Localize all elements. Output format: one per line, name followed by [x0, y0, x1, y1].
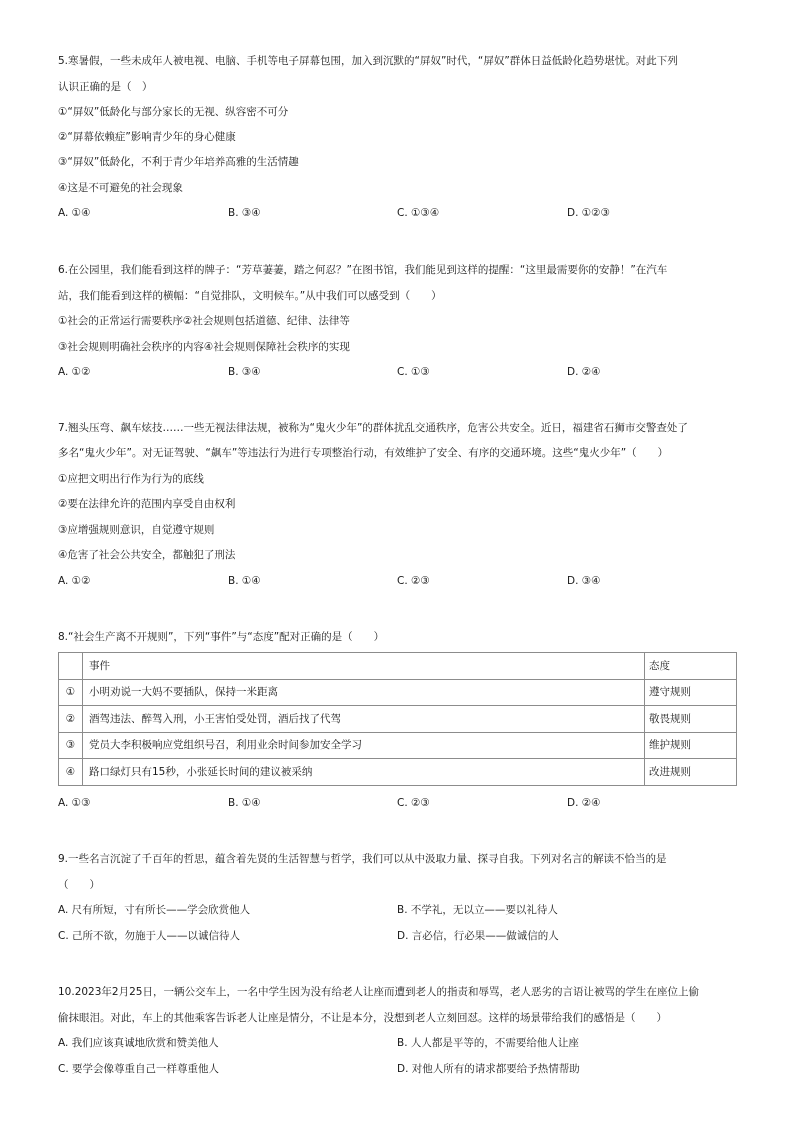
event-attitude-table	[58, 652, 737, 786]
table-cell-attitude: 维护规则	[645, 732, 737, 759]
question-stem: 10.2023年2月25日，一辆公交车上，一名中学生因为没有给老人让座而遭到老人的指责和辱骂，老人恶劣的言语让被骂的学生在座位上偷	[58, 986, 699, 998]
table-row	[59, 759, 737, 786]
question-stem: 站，我们能看到这样的横幅：“自觉排队，文明候车。”从中我们可以感受到（ ）	[58, 290, 442, 302]
table-cell-attitude: 改进规则	[645, 759, 737, 786]
question-stem: 5.寒暑假，一些未成年人被电视、电脑、手机等电子屏幕包围，加入到沉默的“屏奴”时代，“屏奴”群体日益低龄化趋势堪忧。对此下列	[58, 55, 678, 67]
option-d[interactable]: D. ②④	[567, 366, 601, 378]
option-a[interactable]: A. ①③	[58, 797, 91, 809]
option-d[interactable]: D. ②④	[567, 797, 601, 809]
option-a[interactable]: A. ①②	[58, 575, 91, 587]
option-c[interactable]: C. ②③	[397, 797, 430, 809]
table-header-cell	[59, 653, 83, 680]
option-b[interactable]: B. 人人都是平等的，不需要给他人让座	[397, 1037, 579, 1049]
table-cell-event: 路口绿灯只有15秒，小张延长时间的建议被采纳	[83, 759, 645, 786]
option-b[interactable]: B. ③④	[228, 366, 261, 378]
option-d[interactable]: D. ③④	[567, 575, 601, 587]
question-stem: 7.翘头压弯、飙车炫技……一些无视法律法规，被称为“鬼火少年”的群体扰乱交通秩序，危害公共安全。近日，福建省石狮市交警查处了	[58, 422, 688, 434]
question-stem: 6.在公园里，我们能看到这样的牌子：“芳草萋萋，踏之何忍？”在图书馆，我们能见到这样的提醒：“这里最需要你的安静！”在汽车	[58, 264, 668, 276]
table-row	[59, 679, 737, 706]
option-d[interactable]: D. 言必信，行必果——做诚信的人	[397, 930, 559, 942]
table-row	[59, 732, 737, 759]
statement-item: ③“屏奴”低龄化，不利于青少年培养高雅的生活情趣	[58, 156, 299, 168]
option-c[interactable]: C. ①③	[397, 366, 430, 378]
option-c[interactable]: C. 己所不欲，勿施于人——以诚信待人	[58, 930, 241, 942]
option-a[interactable]: A. ①④	[58, 207, 91, 219]
question-stem: 偷抹眼泪。对此，车上的其他乘客告诉老人让座是情分，不让是本分，没想到老人立刻回怼。这样的场景带给我们的感悟是（ ）	[58, 1012, 667, 1024]
option-c[interactable]: C. ②③	[397, 575, 430, 587]
statement-item: ②“屏幕依赖症”影响青少年的身心健康	[58, 131, 236, 143]
statement-item: ④危害了社会公共安全，都触犯了刑法	[58, 549, 236, 561]
table-cell-attitude: 敬畏规则	[645, 706, 737, 733]
statement-item: ①应把文明出行作为行为的底线	[58, 473, 204, 485]
statement-item: ③应增强规则意识，自觉遵守规则	[58, 524, 215, 536]
statement-item: ①“屏奴”低龄化与部分家长的无视、纵容密不可分	[58, 106, 289, 118]
table-header-row	[59, 653, 737, 680]
option-d[interactable]: D. ①②③	[567, 207, 610, 219]
table-header-cell: 事件	[83, 653, 645, 680]
table-cell-attitude: 遵守规则	[645, 679, 737, 706]
question-stem: （ ）	[58, 879, 100, 891]
table-row	[59, 706, 737, 733]
table-cell-number: ②	[59, 706, 83, 733]
option-b[interactable]: B. ①④	[228, 575, 261, 587]
statement-item: ②要在法律允许的范围内享受自由权利	[58, 498, 236, 510]
question-stem: 认识正确的是（ ）	[58, 81, 153, 93]
table-cell-number: ④	[59, 759, 83, 786]
table-cell-number: ③	[59, 732, 83, 759]
table-header-cell: 态度	[645, 653, 737, 680]
option-a[interactable]: A. 尺有所短，寸有所长——学会欣赏他人	[58, 904, 251, 916]
option-c[interactable]: C. ①③④	[397, 207, 440, 219]
question-stem: 8.“社会生产离不开规则”，下列“事件”与“态度”配对正确的是（ ）	[58, 631, 385, 643]
option-d[interactable]: D. 对他人所有的请求都要给予热情帮助	[397, 1063, 580, 1075]
statement-item: ④这是不可避免的社会现象	[58, 182, 183, 194]
table-cell-event: 党员大李积极响应党组织号召，利用业余时间参加安全学习	[83, 732, 645, 759]
table-cell-number: ①	[59, 679, 83, 706]
option-c[interactable]: C. 要学会像尊重自己一样尊重他人	[58, 1063, 220, 1075]
option-b[interactable]: B. 不学礼，无以立——要以礼待人	[397, 904, 558, 916]
statement-item: ③社会规则明确社会秩序的内容④社会规则保障社会秩序的实现	[58, 341, 350, 353]
option-a[interactable]: A. ①②	[58, 366, 91, 378]
table-cell-event: 小明劝说一大妈不要插队，保持一米距离	[83, 679, 645, 706]
option-a[interactable]: A. 我们应该真诚地欣赏和赞美他人	[58, 1037, 219, 1049]
question-stem: 9.一些名言沉淀了千百年的哲思，蕴含着先贤的生活智慧与哲学，我们可以从中汲取力量、探寻自我。下列对名言的解读不恰当的是	[58, 853, 667, 865]
option-b[interactable]: B. ③④	[228, 207, 261, 219]
table-cell-event: 酒驾违法、醉驾入刑，小王害怕受处罚，酒后找了代驾	[83, 706, 645, 733]
question-stem: 多名“鬼火少年”。对无证驾驶、“飙车”等违法行为进行专项整治行动，有效维护了安全、有序的交通环境。这些“鬼火少年”（ ）	[58, 447, 669, 459]
option-b[interactable]: B. ①④	[228, 797, 261, 809]
statement-item: ①社会的正常运行需要秩序②社会规则包括道德、纪律、法律等	[58, 315, 350, 327]
